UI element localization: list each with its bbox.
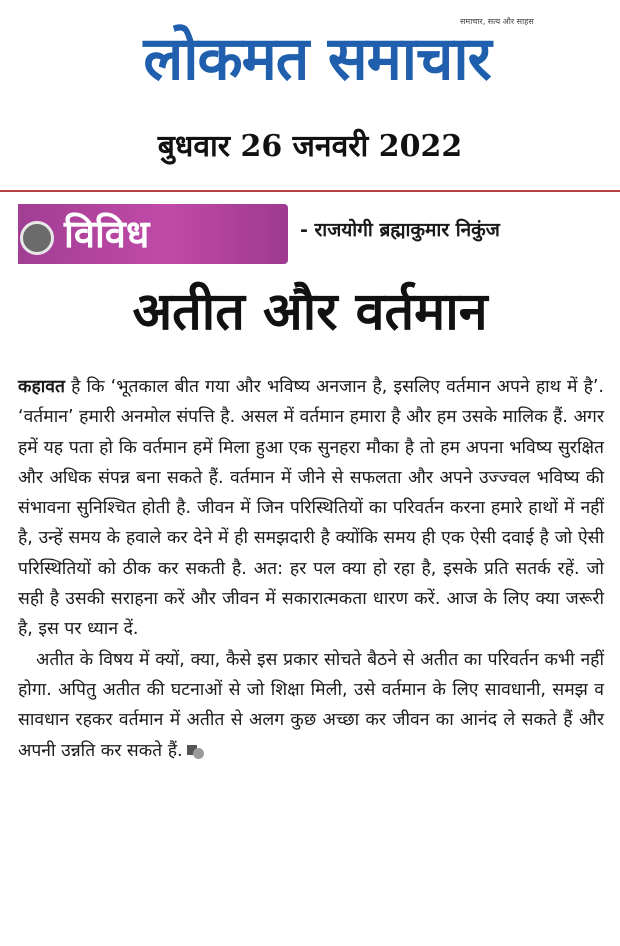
paragraph-text: अतीत के विषय में क्यों, क्या, कैसे इस प्रकार सोचते बैठने से अतीत का परिवर्तन कभी नहीं होगा. अपितु अतीत की घटनाओं से जो शिक्षा मिली, उसे वर्तमान के लिए सावधानी, समझ व सावधान रहकर वर्तमान में अतीत से अलग कुछ अच्छा कर जीवन का आनंद ले सकते हैं और अपनी उन्नति कर सकते हैं. — [18, 649, 604, 761]
paragraph-text: है कि ‘भूतकाल बीत गया और भविष्य अनजान है, इसलिए वर्तमान अपने हाथ में है’. ‘वर्तमान’ हमारी अनमोल संपत्ति है. असल में वर्तमान हमारा है और हम उसके मालिक हैं. अगर हमें यह पता हो कि वर्तमान हमें मिला हुआ एक सुनहरा मौका है तो हम अपना भविष्य सुरक्षित और अधिक संपन्न बना सकते हैं. वर्तमान में जीने से सफलता और अपने उज्ज्वल भविष्य की संभावना सुनिश्चित होती है. जीवन में जिन परिस्थितियों का परिवर्तन करना हमारे हाथों में नहीं है, उन्हें समय के हवाले कर देने में ही समझदारी है क्योंकि समय ही एक ऐसी दवाई है जो ऐसी परिस्थितियों को ठीक कर सकती है. अत: हर पल क्या हो रहा है, इसके प्रति सतर्क रहें. जो सही है उसकी सराहना करें और जीवन में सकारात्मकता धारण करें. आज के लिए क्या जरूरी है, इस पर ध्यान दें. — [18, 377, 604, 640]
newspaper-tagline: समाचार, सत्य और साहस — [460, 17, 534, 26]
article-paragraph — [18, 372, 604, 645]
article-body — [18, 372, 604, 766]
article-paragraph — [18, 645, 604, 766]
header-divider — [0, 190, 620, 192]
author-byline: - राजयोगी ब्रह्माकुमार निकुंज — [300, 219, 500, 241]
article-headline: अतीत और वर्तमान — [132, 282, 488, 342]
section-banner — [18, 204, 288, 264]
publication-date: बुधवार 26 जनवरी 2022 — [157, 129, 463, 164]
bullet-dot-icon — [20, 221, 54, 255]
lead-word: कहावत — [18, 377, 65, 397]
masthead — [0, 0, 620, 180]
section-label: विविध — [64, 212, 150, 256]
newspaper-logo: लोकमत समाचार — [143, 24, 491, 94]
end-mark-icon — [187, 744, 203, 758]
